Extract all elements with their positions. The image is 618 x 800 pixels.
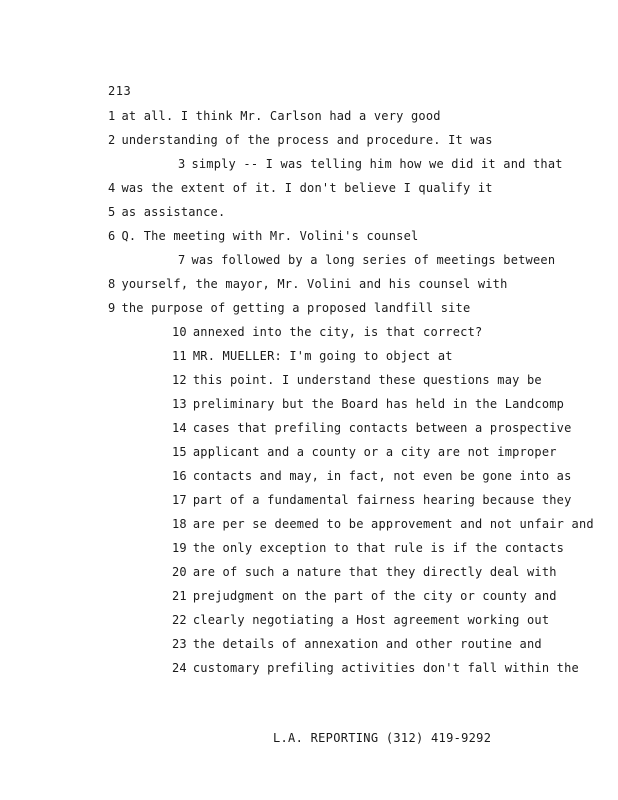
line-text: the only exception to that rule is if the contacts	[192, 541, 565, 555]
line-number: 18	[172, 517, 187, 531]
line-text: customary prefiling activities don't fall within the	[192, 661, 579, 675]
transcript-line	[172, 612, 549, 628]
line-text: are per se deemed to be approvement and not unfair and	[192, 517, 594, 531]
line-number: 13	[172, 397, 187, 411]
transcript-line	[108, 276, 508, 292]
line-number: 14	[172, 421, 187, 435]
line-text: are of such a nature that they directly deal with	[192, 565, 557, 579]
line-text: annexed into the city, is that correct?	[192, 325, 483, 339]
reporter-footer: L.A. REPORTING (312) 419-9292	[273, 731, 492, 745]
line-text: was the extent of it. I don't believe I qualify it	[121, 181, 493, 195]
transcript-line	[108, 108, 441, 124]
transcript-line	[108, 228, 418, 244]
line-text: at all. I think Mr. Carlson had a very good	[121, 109, 441, 123]
line-text: applicant and a county or a city are not improper	[192, 445, 557, 459]
line-number: 6	[108, 229, 116, 243]
line-number: 7	[178, 253, 186, 267]
line-number: 19	[172, 541, 187, 555]
transcript-line	[172, 588, 557, 604]
line-number: 11	[172, 349, 187, 363]
transcript-line	[172, 396, 564, 412]
transcript-line	[108, 180, 493, 196]
line-number: 12	[172, 373, 187, 387]
transcript-line	[172, 636, 542, 652]
transcript-line	[172, 468, 572, 484]
transcript-line	[172, 348, 453, 364]
line-text: preliminary but the Board has held in the Landcomp	[192, 397, 565, 411]
transcript-line	[172, 540, 564, 556]
line-number: 20	[172, 565, 187, 579]
transcript-line	[172, 516, 594, 532]
line-number: 1	[108, 109, 116, 123]
line-text: as assistance.	[121, 205, 226, 219]
line-text: the details of annexation and other routine and	[192, 637, 542, 651]
line-number: 17	[172, 493, 187, 507]
transcript-line	[172, 660, 579, 676]
line-number: 23	[172, 637, 187, 651]
line-number: 5	[108, 205, 116, 219]
line-number: 3	[178, 157, 186, 171]
line-text: MR. MUELLER: I'm going to object at	[192, 349, 453, 363]
line-text: contacts and may, in fact, not even be gone into as	[192, 469, 572, 483]
line-number: 21	[172, 589, 187, 603]
transcript-line	[178, 252, 555, 268]
line-number: 8	[108, 277, 116, 291]
line-text: was followed by a long series of meetings between	[191, 253, 556, 267]
line-text: the purpose of getting a proposed landfill site	[121, 301, 471, 315]
transcript-line	[172, 492, 572, 508]
transcript-line	[108, 132, 493, 148]
transcript-line	[172, 324, 482, 340]
line-number: 22	[172, 613, 187, 627]
line-number: 2	[108, 133, 116, 147]
transcript-line	[178, 156, 563, 172]
line-number: 24	[172, 661, 187, 675]
line-text: prejudgment on the part of the city or county and	[192, 589, 557, 603]
line-text: simply -- I was telling him how we did it and that	[191, 157, 563, 171]
transcript-line	[172, 564, 557, 580]
line-number: 10	[172, 325, 187, 339]
line-text: cases that prefiling contacts between a prospective	[192, 421, 572, 435]
line-number: 9	[108, 301, 116, 315]
transcript-line	[108, 300, 470, 316]
line-text: clearly negotiating a Host agreement working out	[192, 613, 550, 627]
line-text: this point. I understand these questions may be	[192, 373, 542, 387]
transcript-line	[172, 420, 572, 436]
line-text: Q. The meeting with Mr. Volini's counsel	[121, 229, 419, 243]
transcript-line	[172, 444, 557, 460]
transcript-line	[172, 372, 542, 388]
line-text: yourself, the mayor, Mr. Volini and his counsel with	[121, 277, 508, 291]
line-number: 15	[172, 445, 187, 459]
transcript-line	[108, 204, 225, 220]
line-number: 4	[108, 181, 116, 195]
line-text: part of a fundamental fairness hearing because they	[192, 493, 572, 507]
page-number: 213	[108, 84, 132, 98]
line-number: 16	[172, 469, 187, 483]
line-text: understanding of the process and procedure. It was	[121, 133, 493, 147]
